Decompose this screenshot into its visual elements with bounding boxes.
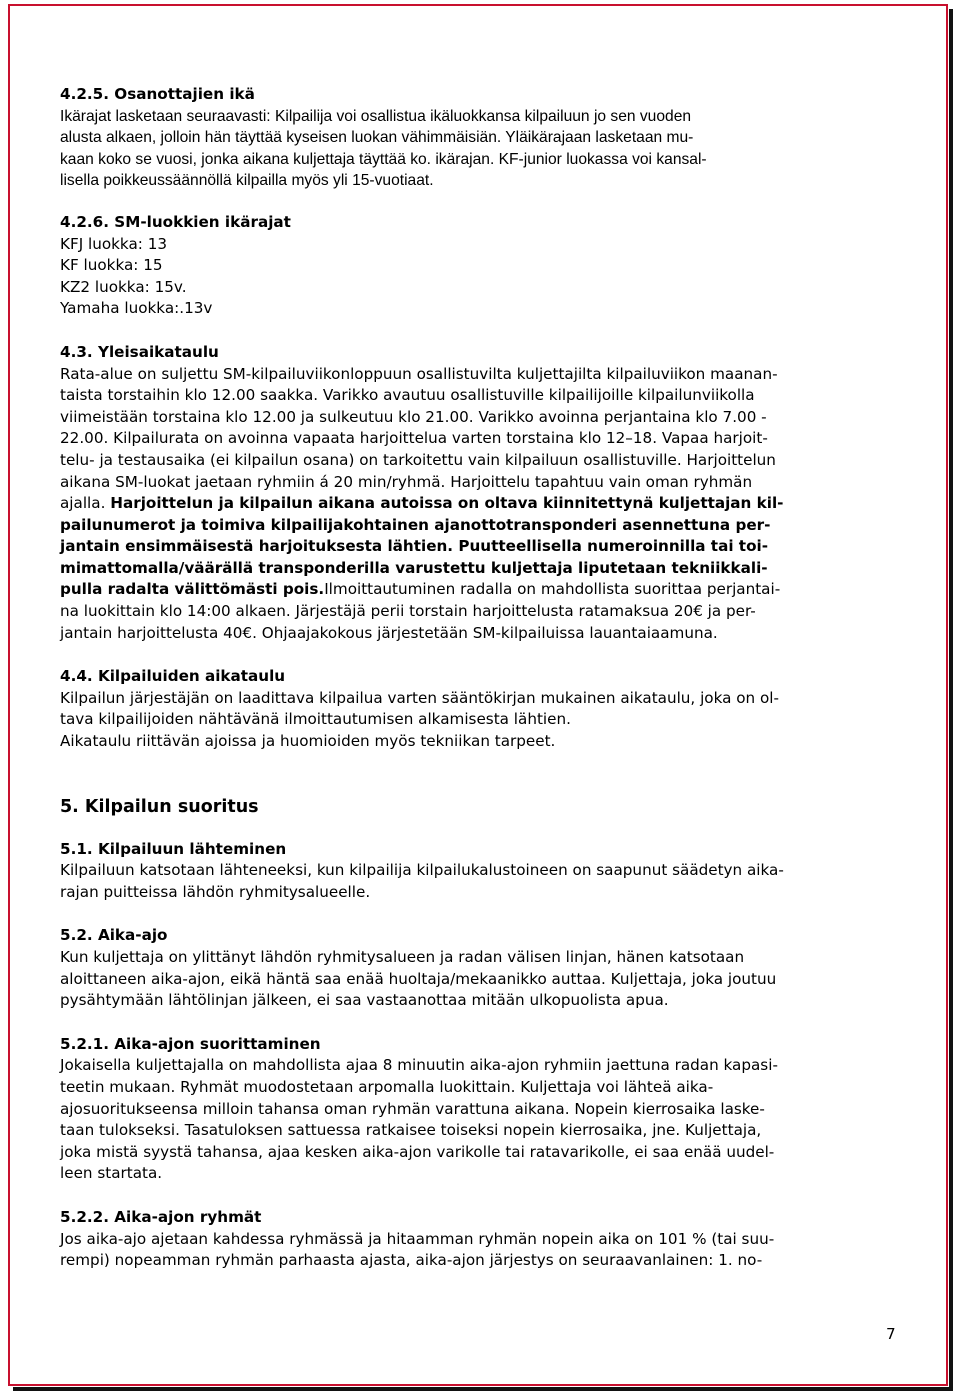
paragraph-line: Kilpailuun katsotaan lähteneeksi, kun kilpailija kilpailukalustoineen on saapunut säädetyn aika- — [60, 861, 784, 880]
paragraph-line: tava kilpailijoiden nähtävänä ilmoittautumisen alkamisesta lähtien. — [60, 710, 571, 729]
paragraph-line-mixed — [60, 493, 905, 515]
paragraph-line: Aikataulu riittävän ajoissa ja huomioiden myös tekniikan tarpeet. — [60, 732, 556, 751]
paragraph-line: jantain harjoittelusta 40€. Ohjaajakokous järjestetään SM-kilpailuissa lauantaiaamuna. — [60, 623, 718, 642]
chapter-heading-5: 5. Kilpailun suoritus — [60, 796, 259, 817]
bold-text: Harjoittelun ja kilpailun aikana autoissa on oltava kiinnitettynä kuljettajan kil- — [110, 494, 784, 513]
paragraph-line: aloittaneen aika-ajon, eikä häntä saa enää huoltaja/mekaanikko auttaa. Kuljettaja, joka joutuu — [60, 969, 777, 988]
paragraph-line: viimeistään torstaina klo 12.00 ja sulkeutuu klo 21.00. Varikko avoinna perjantaina klo 7.00 - — [60, 407, 767, 426]
section-heading-4-2-6: 4.2.6. SM-luokkien ikärajat — [60, 212, 291, 231]
section-heading-4-4: 4.4. Kilpailuiden aikataulu — [60, 667, 286, 686]
section-heading-5-2: 5.2. Aika-ajo — [60, 926, 168, 945]
bold-text: pulla radalta välittömästi pois. — [60, 580, 325, 599]
age-limit-yamaha: Yamaha luokka:.13v — [60, 299, 213, 318]
paragraph-line: 22.00. Kilpailurata on avoinna vapaata harjoittelua varten torstaina klo 12–18. Vapaa harjoit- — [60, 429, 768, 448]
age-limit-kz2: KZ2 luokka: 15v. — [60, 277, 187, 296]
paragraph-line: ajosuoritukseensa milloin tahansa oman ryhmän varattuna aikana. Nopein kierrosaika laske- — [60, 1099, 765, 1118]
paragraph-line: taista torstaihin klo 12.00 saakka. Varikko avautuu osallistuville kilpailijoille kilpailunviikolla — [60, 386, 755, 405]
paragraph-line: leen startata. — [60, 1164, 163, 1183]
paragraph-line: rempi) nopeamman ryhmän parhaasta ajasta, aika-ajon järjestys on seuraavanlainen: 1. no- — [60, 1251, 763, 1270]
paragraph-line: lisella poikkeussäännöllä kilpailla myös yli 15-vuotiaat. — [60, 172, 434, 190]
paragraph-line: teetin mukaan. Ryhmät muodostetaan arpomalla luokittain. Kuljettaja voi lähteä aika- — [60, 1077, 714, 1096]
bold-paragraph-line: jantain ensimmäisestä harjoituksesta lähtien. Puutteellisella numeroinnilla tai toi- — [60, 537, 769, 556]
paragraph-line: Rata-alue on suljettu SM-kilpailuviikonloppuun osallistuvilta kuljettajilta kilpailuviikon maanan- — [60, 364, 778, 383]
age-limit-kfj: KFJ luokka: 13 — [60, 234, 168, 253]
paragraph-line: Kun kuljettaja on ylittänyt lähdön ryhmitysalueen ja radan välisen linjan, hänen katsotaan — [60, 948, 745, 966]
paragraph-line: joka mistä syystä tahansa, ajaa kesken aika-ajon varikolle tai ratavarikolle, ei saa enää uudel- — [60, 1142, 775, 1161]
paragraph-line: alusta alkaen, jolloin hän täyttää kyseisen luokan vähimmäisiän. Yläikärajaan lasketaan mu- — [60, 129, 694, 147]
paragraph-line: telu- ja testausaika (ei kilpailun osana) on tarkoitettu vain kilpailuun osallistuville. Harjoittelun — [60, 450, 776, 469]
section-heading-5-2-1: 5.2.1. Aika-ajon suorittaminen — [60, 1034, 321, 1053]
page-number: 7 — [886, 1325, 896, 1343]
bold-paragraph-line: mimattomalla/väärällä transponderilla varustettu kuljettaja liputetaan tekniikkali- — [60, 558, 768, 577]
paragraph-line: kaan koko se vuosi, jonka aikana kuljettaja täyttää ko. ikärajan. KF-junior luokassa voi kansal- — [60, 150, 707, 168]
paragraph-line: taan tulokseksi. Tasatuloksen sattuessa ratkaisee toiseksi nopein kierrosaika, jne. Kuljettaja, — [60, 1121, 762, 1140]
section-heading-5-1: 5.1. Kilpailuun lähteminen — [60, 839, 287, 858]
paragraph-line: Ikärajat lasketaan seuraavasti: Kilpailija voi osallistua ikäluokkansa kilpailuun jo sen vuoden — [60, 107, 692, 125]
plain-text: Ilmoittautuminen radalla on mahdollista suorittaa perjantai- — [324, 580, 781, 599]
section-heading-5-2-2: 5.2.2. Aika-ajon ryhmät — [60, 1207, 262, 1226]
bold-paragraph-line: pailunumerot ja toimiva kilpailijakohtainen ajanottotransponderi asennettuna per- — [60, 515, 771, 534]
paragraph-line: Jos aika-ajo ajetaan kahdessa ryhmässä ja hitaamman ryhmän nopein aika on 101 % (tai suu- — [60, 1229, 775, 1248]
paragraph-line: rajan puitteissa lähdön ryhmitysalueelle. — [60, 882, 371, 901]
paragraph-line: Jokaisella kuljettajalla on mahdollista ajaa 8 minuutin aika-ajon ryhmiin jaettuna radan kapasi- — [60, 1056, 778, 1075]
paragraph-line: Kilpailun järjestäjän on laadittava kilpailua varten sääntökirjan mukainen aikataulu, joka on ol- — [60, 688, 779, 707]
section-heading-4-3: 4.3. Yleisaikataulu — [60, 342, 219, 361]
paragraph-line: aikana SM-luokat jaetaan ryhmiin á 20 min/ryhmä. Harjoittelu tapahtuu vain oman ryhmän — [60, 472, 753, 491]
plain-text: ajalla. — [60, 494, 111, 513]
paragraph-line: pysähtymään lähtölinjan jälkeen, ei saa vastaanottaa mitään ulkopuolista apua. — [60, 991, 669, 1010]
document-body — [60, 84, 905, 1272]
paragraph-line-mixed — [60, 579, 905, 601]
paragraph-line: na luokittain klo 14:00 alkaen. Järjestäjä perii torstain harjoittelusta ratamaksua 20€ ja per- — [60, 602, 756, 621]
age-limit-kf: KF luokka: 15 — [60, 256, 163, 275]
section-heading-4-2-5: 4.2.5. Osanottajien ikä — [60, 85, 255, 103]
